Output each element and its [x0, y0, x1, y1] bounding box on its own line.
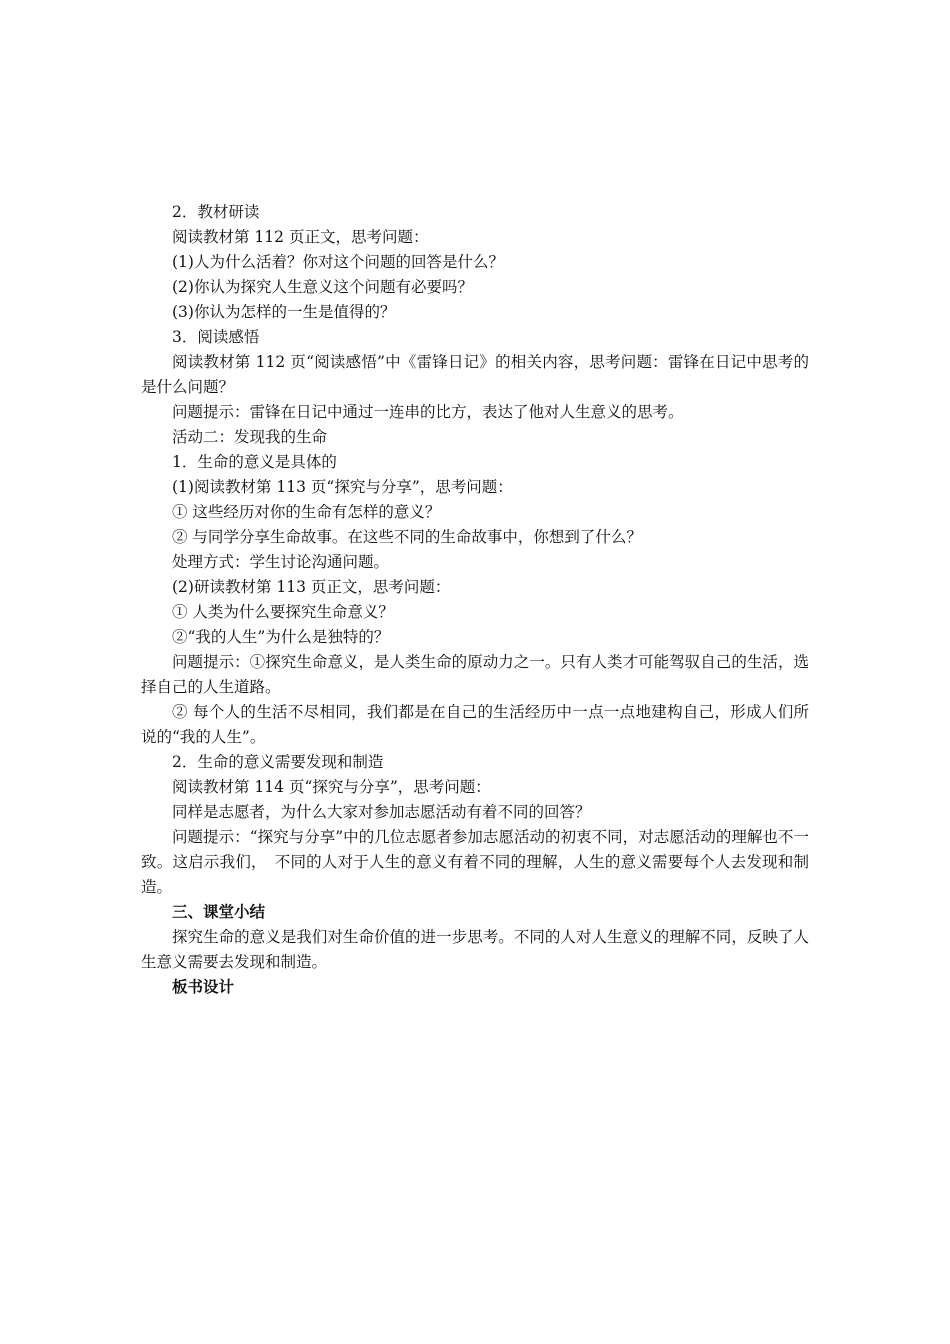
paragraph: 同样是志愿者，为什么大家对参加志愿活动有着不同的回答？	[172, 803, 591, 821]
paragraph: 处理方式：学生讨论沟通问题。	[172, 553, 390, 571]
paragraph: 阅读教材第 112 页正文，思考问题：	[172, 228, 429, 246]
paragraph: 活动二：发现我的生命	[172, 428, 328, 446]
paragraph: (2)研读教材第 113 页正文，思考问题：	[172, 578, 451, 596]
paragraph: 问题提示：“探究与分享”中的几位志愿者参加志愿活动的初衷不同，对志愿活动的理解也不一致。这启示我们， 不同的人对于人生的意义有着不同的理解，人生的意义需要每个人去发现和制造。	[141, 828, 809, 896]
paragraph: 问题提示：①探究生命意义，是人类生命的原动力之一。只有人类才可能驾驭自己的生活，选择自己的人生道路。	[141, 653, 809, 696]
paragraph: (1)阅读教材第 113 页“探究与分享”，思考问题：	[172, 478, 513, 496]
paragraph: (3)你认为怎样的一生是值得的？	[172, 303, 396, 321]
paragraph: (2)你认为探究人生意义这个问题有必要吗？	[172, 278, 473, 296]
paragraph: 问题提示：雷锋在日记中通过一连串的比方，表达了他对人生意义的思考。	[172, 403, 684, 421]
paragraph: ② 每个人的生活不尽相同，我们都是在自己的生活经历中一点一点地建构自己，形成人们所说的“我的人生”。	[141, 703, 809, 746]
paragraph: ② 与同学分享生命故事。在这些不同的生命故事中，你想到了什么？	[172, 528, 642, 546]
paragraph: ②“我的人生”为什么是独特的？	[172, 628, 390, 646]
paragraph: 2．生命的意义需要发现和制造	[172, 753, 384, 771]
section-heading: 板书设计	[172, 978, 235, 996]
document-body	[141, 200, 809, 1000]
paragraph: 探究生命的意义是我们对生命价值的进一步思考。不同的人对人生意义的理解不同，反映了人生意义需要去发现和制造。	[141, 928, 809, 971]
paragraph: 2．教材研读	[172, 203, 260, 221]
section-heading: 三、课堂小结	[172, 903, 266, 921]
paragraph: 1．生命的意义是具体的	[172, 453, 337, 471]
paragraph: 阅读教材第 114 页“探究与分享”，思考问题：	[172, 778, 491, 796]
paragraph: ① 人类为什么要探究生命意义？	[172, 603, 394, 621]
paragraph: ① 这些经历对你的生命有怎样的意义？	[172, 503, 441, 521]
paragraph: 阅读教材第 112 页“阅读感悟”中《雷锋日记》的相关内容，思考问题：雷锋在日记中思考的是什么问题？	[141, 353, 809, 396]
paragraph: 3．阅读感悟	[172, 328, 260, 346]
paragraph: (1)人为什么活着？你对这个问题的回答是什么？	[172, 253, 504, 271]
